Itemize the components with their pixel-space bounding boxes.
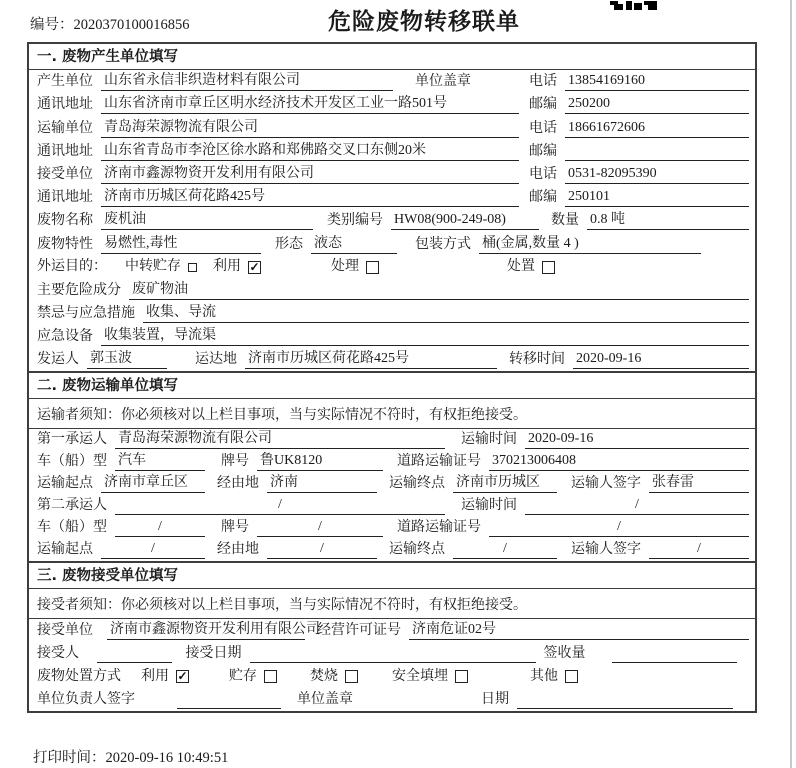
checkbox-treat-icon (366, 261, 379, 274)
end1-value: 济南市历城区 (453, 474, 557, 493)
form-table (27, 42, 757, 713)
responsible-sign-label: 单位负责人签字 (37, 692, 135, 708)
row-emergency-equipment (29, 325, 755, 348)
hazard-components-value: 废矿物油 (129, 281, 749, 300)
section-transporter (29, 371, 755, 561)
producer-unit-value: 山东省永信非织造材料有限公司 (101, 72, 393, 91)
carrier2-label: 第二承运人 (37, 498, 107, 514)
sign1-value: 张春雷 (649, 474, 749, 493)
checkbox-disposal-other-icon (565, 670, 578, 683)
end1-label: 运输终点 (389, 476, 445, 492)
transfer-date-value: 2020-09-16 (573, 350, 749, 369)
waste-form-value: 液态 (311, 235, 397, 254)
checkbox-disposal-storage-icon (264, 670, 277, 683)
disposal-option-utilize (141, 668, 189, 686)
option-label: 安全填埋 (392, 668, 448, 684)
waste-traits-value: 易燃性,毒性 (101, 235, 261, 254)
receive-unit-label: 接受单位 (37, 166, 93, 182)
receive-postcode-field (529, 188, 749, 207)
page-edge-line (790, 0, 792, 768)
end2-label: 运输终点 (389, 542, 445, 558)
purpose-label: 外运目的： (37, 259, 107, 275)
vehicle1-label: 车（船）型 (37, 454, 107, 470)
receive-unit-value: 济南市鑫源物资开发利用有限公司 (101, 165, 519, 184)
producer-postcode-value: 250200 (565, 95, 749, 114)
producer-address-value: 山东省济南市章丘区明水经济技术开发区工业一路501号 (101, 95, 519, 114)
permit1-label: 道路运输证号 (397, 454, 481, 470)
receiver-person-label: 接受人 (37, 646, 79, 662)
receive-date-value (250, 645, 536, 663)
receiving-unit-value: 济南市鑫源物资开发利用有限公司 (107, 621, 305, 640)
row-route1 (29, 473, 755, 495)
permit2-value: / (489, 518, 749, 537)
row-producer-unit (29, 70, 755, 93)
option-label: 利用 (213, 259, 241, 275)
packaging-label: 包装方式 (415, 236, 471, 252)
qr-code-fragment (610, 0, 658, 10)
sign2-value: / (649, 540, 749, 559)
unit-seal-label: 单位盖章 (297, 692, 353, 708)
license-label: 经营许可证号 (317, 623, 401, 639)
checkbox-utilize-icon: ✓ (249, 259, 260, 274)
checkbox-transfer-storage-icon (188, 263, 197, 272)
hazard-components-label: 主要危险成分 (37, 282, 121, 298)
transport-postcode-value (565, 143, 749, 161)
checkbox-disposal-incinerate-icon (345, 670, 358, 683)
purpose-option-utilize (213, 258, 261, 276)
category-code-label: 类别编号 (327, 213, 383, 229)
row-waste-traits (29, 232, 755, 255)
postcode-label: 邮编 (529, 190, 557, 206)
shipper-label: 发运人 (37, 352, 79, 368)
responsible-sign-value (177, 691, 281, 709)
producer-address-label: 通讯地址 (37, 97, 93, 113)
transport-time1-value: 2020-09-16 (525, 430, 749, 449)
option-label: 贮存 (229, 668, 257, 684)
receive-phone-field (529, 165, 749, 184)
destination-value: 济南市历城区荷花路425号 (245, 350, 497, 369)
row-disposal-method (29, 665, 755, 688)
carrier1-value: 青岛海荣源物流有限公司 (115, 430, 445, 449)
producer-phone-value: 13854169160 (565, 72, 749, 91)
via1-label: 经由地 (217, 476, 259, 492)
sign1-label: 运输人签字 (571, 476, 641, 492)
row-transport-address (29, 140, 755, 163)
plate1-value: 鲁UK8120 (257, 452, 383, 471)
phone-label: 电话 (529, 166, 557, 182)
section-transporter-header: 二. 废物运输单位填写 (29, 373, 755, 399)
checkbox-dispose-icon (542, 261, 555, 274)
receiver-notice: 接受者须知：你必须核对以上栏目事项，当与实际情况不符时，有权拒绝接受。 (29, 589, 755, 619)
origin1-value: 济南市章丘区 (101, 474, 205, 493)
transporter-notice: 运输者须知：你必须核对以上栏目事项，当与实际情况不符时，有权拒绝接受。 (29, 399, 755, 429)
sign2-label: 运输人签字 (571, 542, 641, 558)
checkbox-disposal-landfill-icon (455, 670, 468, 683)
origin1-label: 运输起点 (37, 476, 93, 492)
option-label: 处置 (507, 259, 535, 275)
row-route2 (29, 539, 755, 561)
row-vehicle2 (29, 517, 755, 539)
row-purpose (29, 256, 755, 279)
transport-unit-value: 青岛海荣源物流有限公司 (101, 119, 519, 138)
waste-name-value: 废机油 (101, 211, 313, 230)
via2-label: 经由地 (217, 542, 259, 558)
transport-time2-value: / (525, 496, 749, 515)
section-receiver (29, 561, 755, 711)
contraindication-label: 禁忌与应急措施 (37, 306, 135, 322)
permit2-label: 道路运输证号 (397, 520, 481, 536)
transfer-date-label: 转移时间 (509, 352, 565, 368)
plate2-value: / (257, 518, 383, 537)
contraindication-value: 收集、导流 (143, 304, 749, 323)
vehicle2-label: 车（船）型 (37, 520, 107, 536)
postcode-label: 邮编 (529, 143, 557, 159)
origin2-label: 运输起点 (37, 542, 93, 558)
option-label: 焚烧 (310, 668, 338, 684)
row-vehicle1 (29, 451, 755, 473)
option-label: 利用 (141, 668, 169, 684)
end2-value: / (453, 540, 557, 559)
sign-quantity-value (612, 645, 737, 663)
emergency-equipment-value: 收集装置，导流渠 (101, 327, 749, 346)
row-receive-unit (29, 163, 755, 186)
disposal-method-label: 废物处置方式 (37, 668, 121, 684)
producer-unit-label: 产生单位 (37, 74, 93, 90)
row-carrier2 (29, 495, 755, 517)
row-receive-address (29, 186, 755, 209)
plate2-label: 牌号 (221, 520, 249, 536)
phone-label: 电话 (529, 74, 557, 90)
option-label: 处理 (331, 259, 359, 275)
carrier1-label: 第一承运人 (37, 432, 107, 448)
receive-address-label: 通讯地址 (37, 190, 93, 206)
option-label: 中转贮存 (125, 259, 181, 275)
carrier2-value: / (115, 496, 445, 515)
serial-value: 2020370100016856 (73, 17, 190, 33)
section-receiver-header: 三. 废物接受单位填写 (29, 563, 755, 589)
receiving-unit-label: 接受单位 (37, 623, 93, 639)
receive-phone-value: 0531-82095390 (565, 165, 749, 184)
print-time-value: 2020-09-16 10:49:51 (105, 750, 229, 766)
transport-time2-label: 运输时间 (461, 498, 517, 514)
waste-form-label: 形态 (275, 236, 303, 252)
quantity-value: 0.8 吨 (587, 211, 749, 230)
row-receiver-person (29, 642, 755, 665)
serial-label: 编号： (30, 17, 74, 33)
checkbox-disposal-utilize-icon: ✓ (177, 669, 188, 684)
disposal-option-storage (229, 668, 277, 686)
producer-postcode-field (529, 95, 749, 114)
permit1-value: 370213006408 (489, 452, 749, 471)
unit-seal-label: 单位盖章 (415, 74, 471, 90)
row-hazard-components (29, 279, 755, 302)
section-producer (29, 44, 755, 371)
receive-date-label: 接受日期 (185, 646, 242, 662)
transport-postcode-field (529, 143, 749, 161)
row-waste-name (29, 209, 755, 232)
plate1-label: 牌号 (221, 454, 249, 470)
vehicle1-value: 汽车 (115, 452, 205, 471)
waste-traits-label: 废物特性 (37, 236, 93, 252)
purpose-option-treat (331, 258, 379, 276)
print-time (33, 746, 228, 767)
transport-address-value: 山东省青岛市李沧区徐水路和郑佛路交叉口东侧20米 (101, 142, 519, 161)
page-title: 危险废物转移联单 (328, 9, 520, 35)
purpose-option-transfer-storage (125, 258, 197, 276)
vehicle2-value: / (115, 518, 205, 537)
shipper-value: 郭玉波 (87, 350, 167, 369)
quantity-label: 数量 (551, 213, 579, 229)
date-label: 日期 (481, 692, 509, 708)
section-producer-header: 一. 废物产生单位填写 (29, 44, 755, 70)
date-value (517, 691, 733, 709)
row-responsible-signature (29, 688, 755, 711)
transport-unit-label: 运输单位 (37, 120, 93, 136)
waste-name-label: 废物名称 (37, 213, 93, 229)
disposal-option-landfill (392, 668, 468, 686)
license-value: 济南危证02号 (409, 621, 749, 640)
row-transport-unit (29, 116, 755, 139)
row-carrier1 (29, 429, 755, 451)
print-time-label: 打印时间： (33, 750, 106, 766)
sign-quantity-label: 签收量 (543, 646, 586, 662)
option-label: 其他 (530, 668, 558, 684)
disposal-option-other (530, 668, 578, 686)
row-receiving-unit (29, 619, 755, 642)
via1-value: 济南 (267, 474, 377, 493)
category-code-value: HW08(900-249-08) (391, 211, 539, 230)
receive-address-value: 济南市历城区荷花路425号 (101, 188, 519, 207)
row-contraindication (29, 302, 755, 325)
phone-label: 电话 (529, 120, 557, 136)
transport-phone-field (529, 119, 749, 138)
disposal-option-incinerate (310, 668, 358, 686)
qr-pixels-icon (610, 1, 658, 10)
receive-postcode-value: 250101 (565, 188, 749, 207)
purpose-option-dispose (507, 258, 555, 276)
row-producer-address (29, 93, 755, 116)
postcode-label: 邮编 (529, 97, 557, 113)
transport-address-label: 通讯地址 (37, 143, 93, 159)
transport-time1-label: 运输时间 (461, 432, 517, 448)
destination-label: 运达地 (195, 352, 237, 368)
emergency-equipment-label: 应急设备 (37, 329, 93, 345)
via2-value: / (267, 540, 377, 559)
receiver-person-value (97, 645, 172, 663)
transport-phone-value: 18661672606 (565, 119, 749, 138)
producer-phone-field (529, 72, 749, 91)
origin2-value: / (101, 540, 205, 559)
row-shipper (29, 348, 755, 371)
packaging-value: 桶(金属,数量 4 ) (479, 235, 701, 254)
document-header (0, 0, 796, 42)
